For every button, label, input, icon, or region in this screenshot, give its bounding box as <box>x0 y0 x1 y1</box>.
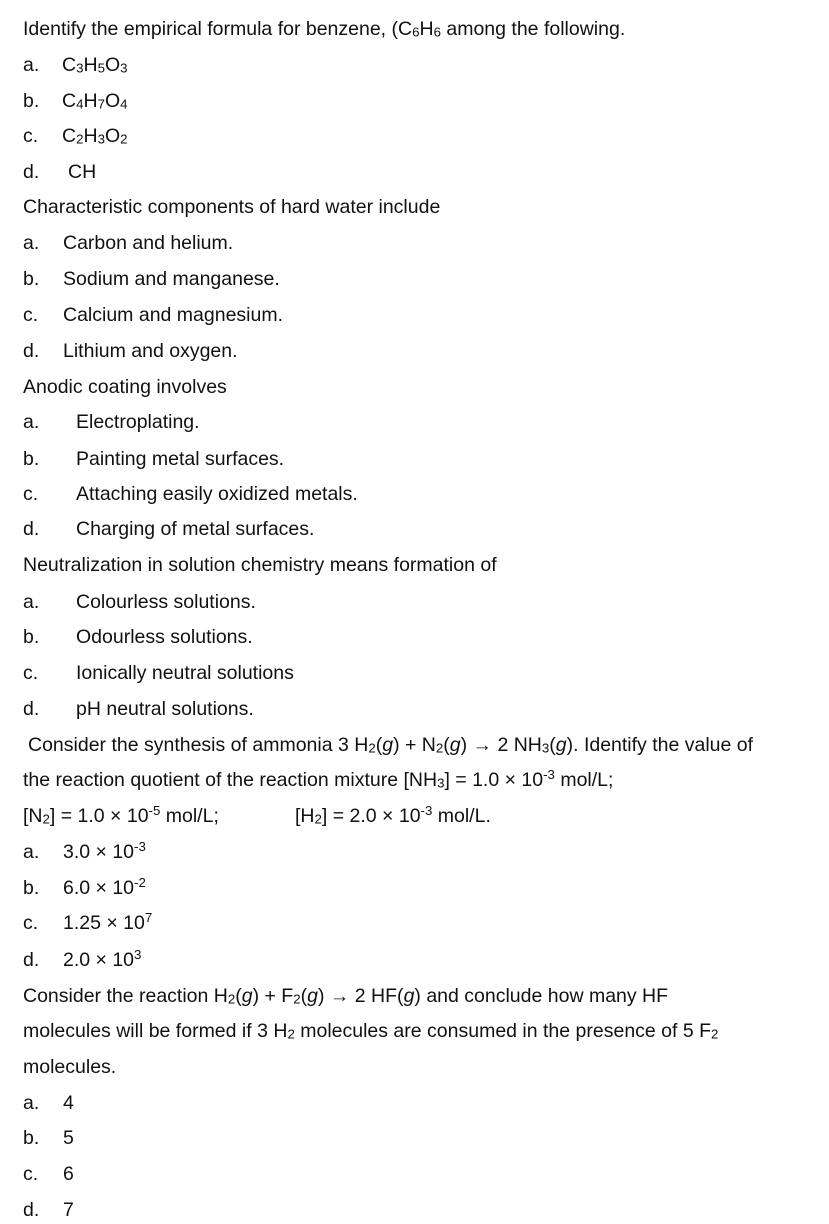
q5-option-c-text: $1.25 \times 10^7$ <box>63 910 153 934</box>
q1-option-a-label: a. <box>23 54 40 76</box>
q1-option-c-label: c. <box>23 125 39 147</box>
q4-option-a-text: Colourless solutions. <box>76 591 256 613</box>
q4-option-c-text: Ionically neutral solutions <box>76 662 294 684</box>
question-6-stem-line-2: molecules will be formed if 3 $H_2$ molecules are consumed in the presence of 5 $F_2$ <box>23 1020 719 1042</box>
q3-option-c-label: c. <box>23 483 39 505</box>
q3-option-d-label: d. <box>23 518 40 540</box>
q2-option-d-text: Lithium and oxygen. <box>63 340 238 362</box>
q5-option-d-text: $2.0 \times 10^3$ <box>63 947 142 971</box>
q2-option-b-label: b. <box>23 268 40 290</box>
question-5-stem-line-3b: $[H_2] = 2.0 \times 10^{-3}$ mol/L. <box>295 803 491 827</box>
q5-option-b-text: $6.0 \times 10^{-2}$ <box>63 875 146 899</box>
q6-option-a-label: a. <box>23 1092 40 1114</box>
q4-option-d-label: d. <box>23 698 40 720</box>
q1-option-d-label: d. <box>23 161 40 183</box>
q5-option-a-text: $3.0 \times 10^{-3}$ <box>63 839 146 863</box>
q2-option-a-text: Carbon and helium. <box>63 232 234 254</box>
question-5-stem-line-1: Consider the synthesis of ammonia 3 $H_2(g) + N_2(g) \to 2$ $NH_3(g)$. Identify the value of <box>28 734 754 756</box>
q1-option-c-text: $C_2H_3O_2$ <box>62 125 128 147</box>
q6-option-b-text: 5 <box>63 1127 74 1149</box>
q6-option-b-label: b. <box>23 1127 40 1149</box>
q3-option-b-text: Painting metal surfaces. <box>76 448 285 470</box>
q4-option-b-label: b. <box>23 626 40 648</box>
q1-option-d-text: CH <box>68 161 97 183</box>
q3-option-b-label: b. <box>23 448 40 470</box>
question-5-stem-line-2: the reaction quotient of the reaction mixture $[NH_3] = 1.0 \times 10^{-3}$ mol/L; <box>23 767 614 791</box>
q6-option-a-text: 4 <box>63 1092 74 1114</box>
question-4-stem: Neutralization in solution chemistry means formation of <box>23 554 497 576</box>
q2-option-c-text: Calcium and magnesium. <box>63 304 284 326</box>
q5-option-a-label: a. <box>23 841 40 863</box>
question-5-stem-line-3a: $[N_2] = 1.0 \times 10^{-5}$ mol/L; <box>23 803 219 827</box>
q2-option-d-label: d. <box>23 340 40 362</box>
q1-option-b-label: b. <box>23 90 40 112</box>
q2-option-a-label: a. <box>23 232 40 254</box>
q4-option-b-text: Odourless solutions. <box>76 626 253 648</box>
q3-option-d-text: Charging of metal surfaces. <box>76 518 315 540</box>
q3-option-c-text: Attaching easily oxidized metals. <box>76 483 358 505</box>
q4-option-a-label: a. <box>23 591 40 613</box>
question-2-stem: Characteristic components of hard water include <box>23 196 441 218</box>
q5-option-c-label: c. <box>23 912 39 934</box>
q6-option-c-text: 6 <box>63 1163 74 1185</box>
q6-option-d-label: d. <box>23 1199 40 1221</box>
question-6-stem-line-3: molecules. <box>23 1056 117 1078</box>
q5-option-d-label: d. <box>23 949 40 971</box>
question-3-stem: Anodic coating involves <box>23 376 227 398</box>
q2-option-c-label: c. <box>23 304 39 326</box>
question-1-stem: Identify the empirical formula for benzene, ($C_6H_6$ among the following. <box>23 18 626 40</box>
q6-option-d-text: 7 <box>63 1199 74 1221</box>
q6-option-c-label: c. <box>23 1163 39 1185</box>
q1-option-a-text: $C_3H_5O_3$ <box>62 54 128 76</box>
q3-option-a-label: a. <box>23 411 40 433</box>
q3-option-a-text: Electroplating. <box>76 411 200 433</box>
q2-option-b-text: Sodium and manganese. <box>63 268 280 290</box>
q4-option-d-text: pH neutral solutions. <box>76 698 254 720</box>
q5-option-b-label: b. <box>23 877 40 899</box>
q4-option-c-label: c. <box>23 662 39 684</box>
q1-option-b-text: $C_4H_7O_4$ <box>62 90 128 112</box>
question-6-stem-line-1: Consider the reaction $H_2(g) + F_2(g) \to 2$ HF(g) and conclude how many HF <box>23 985 669 1007</box>
